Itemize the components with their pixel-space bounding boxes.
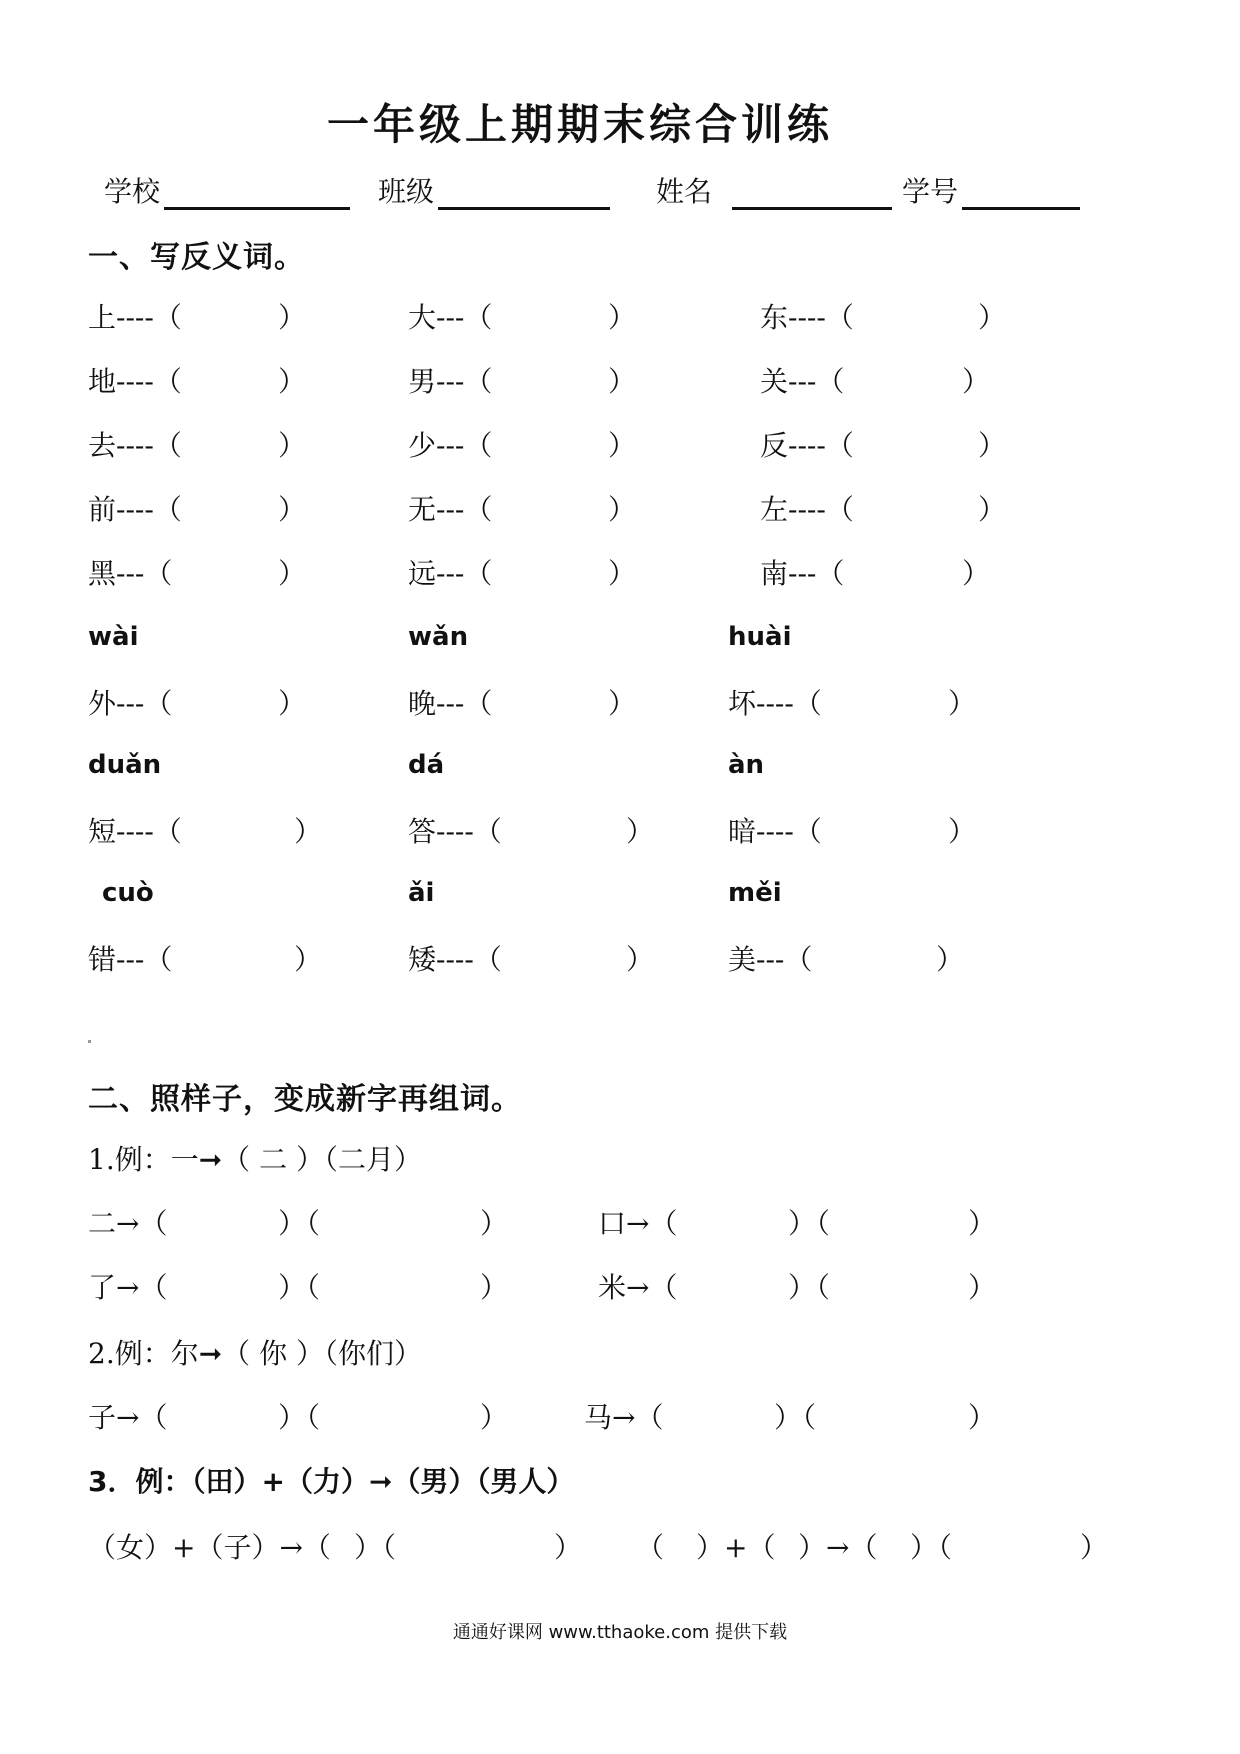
close-paren: ） <box>608 365 637 398</box>
close-paren: ） <box>626 815 655 848</box>
number-blank[interactable] <box>962 179 1080 210</box>
pinyin-label: měi <box>728 878 782 908</box>
footer-credit: 通通好课网 www.tthaoke.com 提供下载 <box>452 1622 788 1643</box>
close-paren: ） <box>978 301 1007 334</box>
section-2-heading: 二、照样子，变成新字再组词。 <box>88 1082 522 1117</box>
close-paren: ） <box>978 429 1007 462</box>
stray-dot <box>88 1040 91 1043</box>
antonym-item: 上----（ <box>88 301 182 334</box>
close-paren: ） <box>936 943 965 976</box>
close-paren: ） <box>962 557 991 590</box>
antonym-item: 无---（ <box>408 493 493 526</box>
exercise-prompt: 子→（ <box>88 1401 168 1434</box>
exercise-mid: ）（ <box>774 1401 817 1434</box>
class-field <box>378 170 610 210</box>
exercise-mid: ）（ <box>910 1531 953 1564</box>
exercise-mid: ）（ <box>278 1401 321 1434</box>
antonym-item: 美---（ <box>728 943 813 976</box>
pinyin-label: àn <box>728 750 765 780</box>
pinyin-label: duǎn <box>88 750 162 780</box>
close-paren: ） <box>278 301 307 334</box>
close-paren: ） <box>948 815 977 848</box>
close-paren: ） <box>294 943 323 976</box>
example-3-label: 3．例：（田）+（力）➞（男）（男人） <box>88 1465 575 1498</box>
name-field <box>656 170 892 210</box>
antonym-item: 大---（ <box>408 301 493 334</box>
antonym-item: 去----（ <box>88 429 182 462</box>
exercise-prompt: 口→（ <box>598 1207 678 1240</box>
school-blank[interactable] <box>164 179 350 210</box>
exercise-end: ） <box>480 1207 509 1240</box>
example-2-label: 2.例：尔➞（ 你 ）（你们） <box>88 1337 422 1370</box>
close-paren: ） <box>608 301 637 334</box>
school-label: 学校 <box>104 175 161 208</box>
antonym-item: 矮----（ <box>408 943 502 976</box>
close-paren: ） <box>626 943 655 976</box>
exercise-mid: ）（ <box>788 1271 831 1304</box>
antonym-item: 错---（ <box>88 943 173 976</box>
exercise-mid: ）+（ <box>696 1531 776 1564</box>
exercise-mid: ）（ <box>354 1531 397 1564</box>
close-paren: ） <box>608 429 637 462</box>
antonym-item: 男---（ <box>408 365 493 398</box>
number-label: 学号 <box>902 175 959 208</box>
antonym-item: 反----（ <box>760 429 854 462</box>
close-paren: ） <box>294 815 323 848</box>
close-paren: ） <box>278 493 307 526</box>
antonym-item: 关---（ <box>760 365 845 398</box>
class-blank[interactable] <box>438 179 610 210</box>
antonym-item: 东----（ <box>760 301 854 334</box>
close-paren: ） <box>948 687 977 720</box>
close-paren: ） <box>278 687 307 720</box>
close-paren: ） <box>278 429 307 462</box>
antonym-item: 远---（ <box>408 557 493 590</box>
close-paren: ） <box>608 557 637 590</box>
number-field <box>902 170 1080 210</box>
antonym-item: 地----（ <box>88 365 182 398</box>
antonym-item: 短----（ <box>88 815 182 848</box>
antonym-item: 前----（ <box>88 493 182 526</box>
close-paren: ） <box>278 365 307 398</box>
page-title: 一年级上期期末综合训练 <box>326 100 833 149</box>
exercise-end: ） <box>968 1207 997 1240</box>
pinyin-label: cuò <box>102 878 154 908</box>
antonym-item: 南---（ <box>760 557 845 590</box>
antonym-item: 左----（ <box>760 493 854 526</box>
exercise-end: ） <box>968 1271 997 1304</box>
antonym-item: 少---（ <box>408 429 493 462</box>
antonym-item: 坏----（ <box>728 687 822 720</box>
exercise-prompt: （ <box>636 1531 665 1564</box>
exercise-mid: ）→（ <box>798 1531 878 1564</box>
school-field <box>104 170 350 210</box>
exercise-prompt: 二→（ <box>88 1207 168 1240</box>
exercise-end: ） <box>480 1401 509 1434</box>
pinyin-label: huài <box>728 622 792 652</box>
close-paren: ） <box>978 493 1007 526</box>
antonym-item: 答----（ <box>408 815 502 848</box>
exercise-prompt: 米→（ <box>598 1271 678 1304</box>
pinyin-label: ǎi <box>408 878 435 908</box>
close-paren: ） <box>608 493 637 526</box>
antonym-item: 晚---（ <box>408 687 493 720</box>
close-paren: ） <box>608 687 637 720</box>
exercise-end: ） <box>480 1271 509 1304</box>
example-1-label: 1.例：一➞（ 二 ）（二月） <box>88 1143 422 1176</box>
close-paren: ） <box>962 365 991 398</box>
pinyin-label: dá <box>408 750 445 780</box>
name-blank[interactable] <box>732 179 892 210</box>
exercise-mid: ）（ <box>278 1207 321 1240</box>
section-1-heading: 一、写反义词。 <box>88 240 305 275</box>
exercise-end: ） <box>1080 1531 1109 1564</box>
pinyin-label: wǎn <box>408 622 469 652</box>
exercise-mid: ）（ <box>788 1207 831 1240</box>
exercise-prompt: 了→（ <box>88 1271 168 1304</box>
pinyin-label: wài <box>88 622 139 652</box>
name-label: 姓名 <box>656 175 713 208</box>
exercise-end: ） <box>968 1401 997 1434</box>
exercise-end: ） <box>554 1531 583 1564</box>
exercise-prompt: （女）+（子）→（ <box>88 1531 331 1564</box>
exercise-mid: ）（ <box>278 1271 321 1304</box>
antonym-item: 黑---（ <box>88 557 173 590</box>
antonym-item: 外---（ <box>88 687 173 720</box>
close-paren: ） <box>278 557 307 590</box>
exercise-prompt: 马→（ <box>584 1401 664 1434</box>
antonym-item: 暗----（ <box>728 815 822 848</box>
class-label: 班级 <box>378 175 435 208</box>
